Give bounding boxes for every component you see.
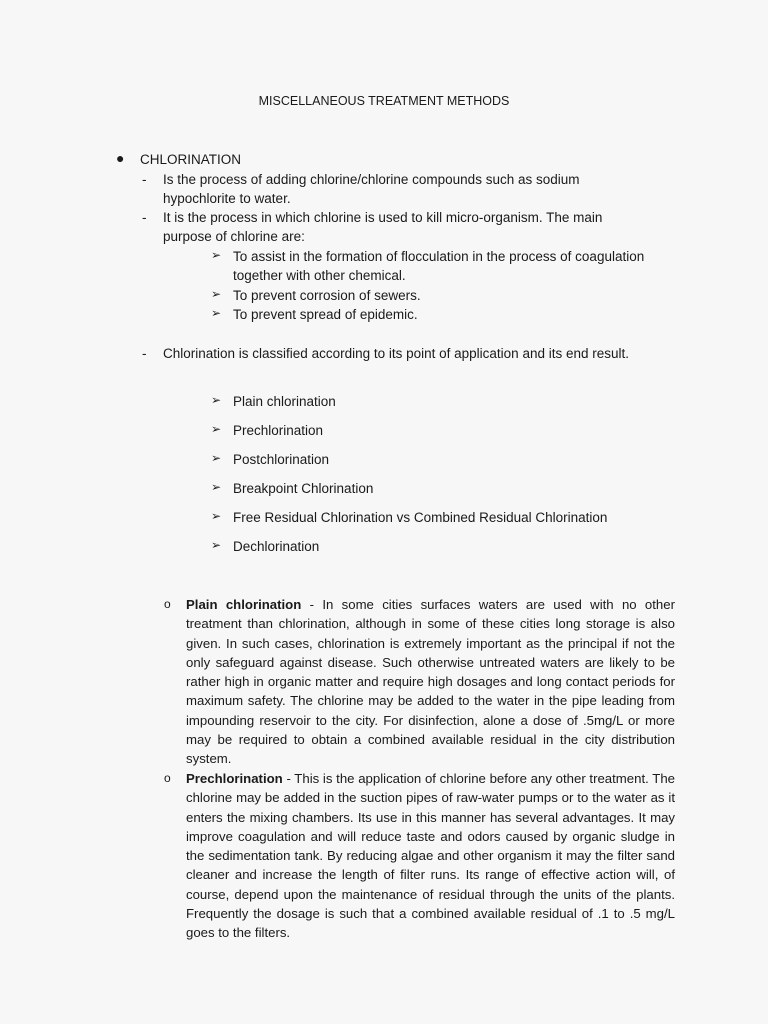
paragraph-text: - This is the application of chlorine before any other treatment. The chlorine may be added in the suction pipes of raw-water pumps or to the water as it enters the mixing chambers. Its use in this manner has several advantages. It may improve coagulation and will reduce taste and odors caused by organic sludge in the sedimentation tank. By reducing algae and other organism it may the filter sand cleaner and increase the length of filter runs. Its range of effective action will, of course, depend upon the maintenance of residual through the units of the plants. Frequently the dosage is such that a combined available residual of .1 to .5 mg/L goes to the filters. [186,771,675,941]
circle-bullet-icon: o [164,597,171,611]
purpose-item: To prevent corrosion of sewers. [233,288,421,303]
prechlorination-paragraph [186,769,675,943]
paragraph-term: Prechlorination [186,771,283,786]
type-item: Free Residual Chlorination vs Combined Residual Chlorination [233,510,608,525]
type-item: Dechlorination [233,539,320,554]
arrow-bullet-icon: ➢ [211,393,222,407]
dash-marker: - [142,346,147,361]
purpose-item-continued: together with other chemical. [233,268,406,283]
purpose-intro-line-1: It is the process in which chlorine is used to kill micro-organism. The main [163,210,603,225]
arrow-bullet-icon: ➢ [211,538,222,552]
type-item: Postchlorination [233,452,330,467]
dash-marker: - [142,172,147,187]
arrow-bullet-icon: ➢ [211,306,222,320]
arrow-bullet-icon: ➢ [211,248,222,262]
purpose-item: To prevent spread of epidemic. [233,307,418,322]
circle-bullet-icon: o [164,771,171,785]
paragraph-term: Plain chlorination [186,597,302,612]
arrow-bullet-icon: ➢ [211,287,222,301]
arrow-bullet-icon: ➢ [211,451,222,465]
definition-line-1: Is the process of adding chlorine/chlorine compounds such as sodium [163,172,580,187]
arrow-bullet-icon: ➢ [211,509,222,523]
purpose-item: To assist in the formation of flocculation in the process of coagulation [233,249,645,264]
arrow-bullet-icon: ➢ [211,422,222,436]
paragraph-text: - In some cities surfaces waters are used with no other treatment than chlorination, although in some of these cities long storage is also given. In such cases, chlorination is extremely important as the principal if not the only safeguard against disease. Such otherwise untreated waters are likely to be rather high in organic matter and require high dosages and long contact periods for maximum safety. The chlorine may be added to the water in the pipe leading from impounding reservoir to the city. For disinfection, alone a dose of .5mg/L or more may be required to obtain a combined available residual in the city distribution system. [186,597,675,767]
dash-marker: - [142,210,147,225]
definition-line-2: hypochlorite to water. [163,191,291,206]
page-title: MISCELLANEOUS TREATMENT METHODS [258,94,510,108]
type-item: Breakpoint Chlorination [233,481,374,496]
plain-chlorination-paragraph [186,595,675,769]
purpose-intro-line-2: purpose of chlorine are: [163,229,305,244]
type-item: Prechlorination [233,423,324,438]
section-heading: CHLORINATION [140,152,242,167]
arrow-bullet-icon: ➢ [211,480,222,494]
type-item: Plain chlorination [233,394,336,409]
classification-text: Chlorination is classified according to its point of application and its end result. [163,346,630,361]
bullet-dot: ● [116,150,125,166]
